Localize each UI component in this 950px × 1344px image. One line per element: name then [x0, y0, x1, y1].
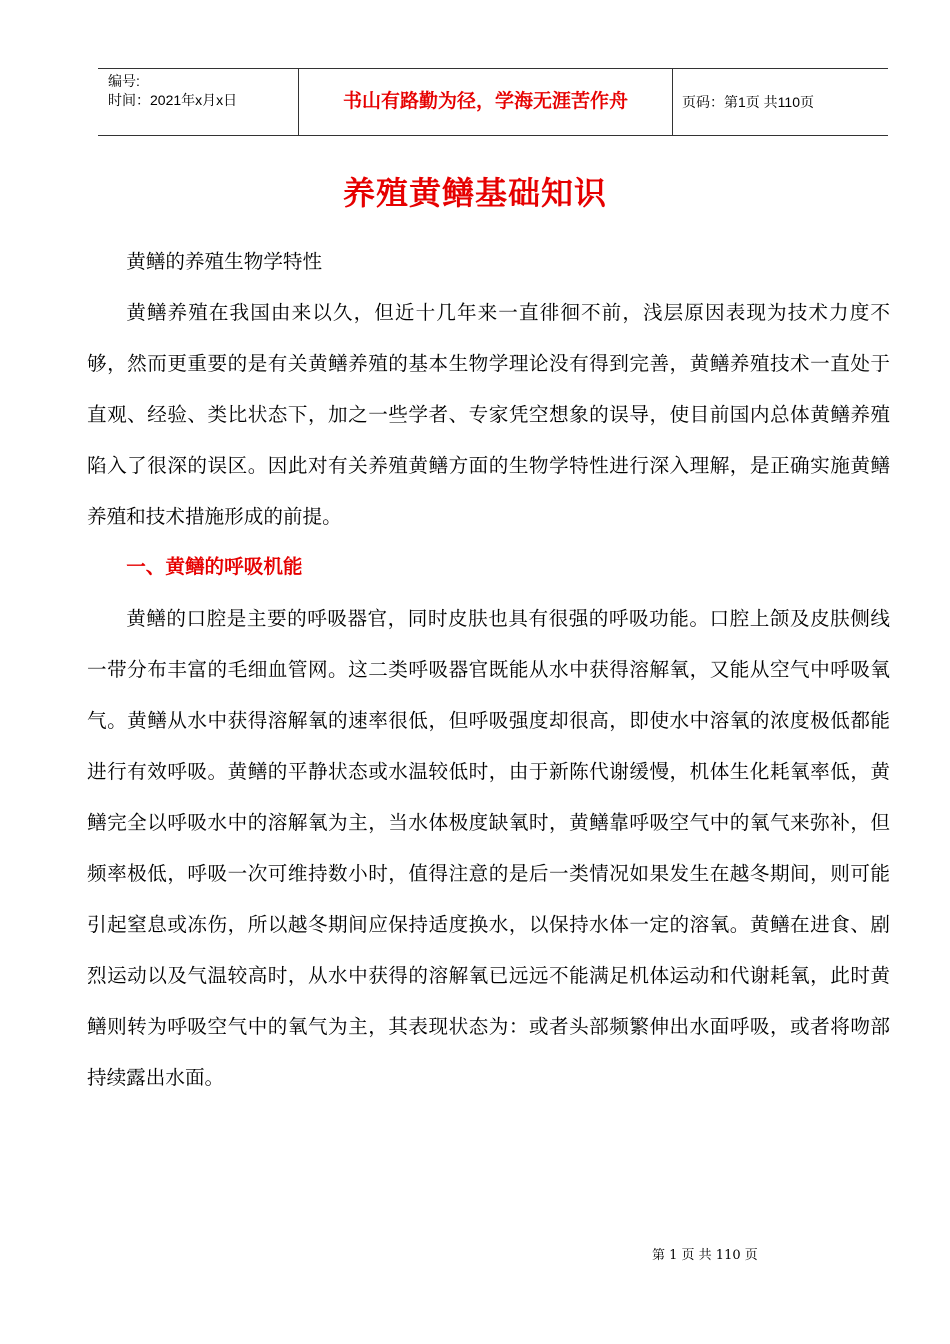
- intro-paragraph: 黄鳝养殖在我国由来以久，但近十几年来一直徘徊不前，浅层原因表现为技术力度不够，然而更重要的是有关黄鳝养殖的基本生物学理论没有得到完善，黄鳝养殖技术一直处于直观、经验、类比状态下，加之一些学者、专家凭空想象的误导，使目前国内总体黄鳝养殖陷入了很深的误区。因此对有关养殖黄鳝方面的生物学特性进行深入理解，是正确实施黄鳝养殖和技术措施形成的前提。: [87, 301, 890, 528]
- header-motto: 书山有路勤为径，学海无涯苦作舟: [299, 69, 673, 135]
- document-time-label: 时间：2021年x月x日: [108, 92, 238, 108]
- header-page-info: 页码：第1页 共110页: [682, 94, 814, 110]
- document-title: 养殖黄鳝基础知识: [342, 175, 607, 211]
- section-body-respiration: 黄鳝的口腔是主要的呼吸器官，同时皮肤也具有很强的呼吸功能。口腔上颌及皮肤侧线一带分布丰富的毛细血管网。这二类呼吸器官既能从水中获得溶解氧，又能从空气中呼吸氧气。黄鳝从水中获得溶解氧的速率很低，但呼吸强度却很高，即使水中溶氧的浓度极低都能进行有效呼吸。黄鳝的平静状态或水温较低时，由于新陈代谢缓慢，机体生化耗氧率低，黄鳝完全以呼吸水中的溶解氧为主，当水体极度缺氧时，黄鳝靠呼吸空气中的氧气来弥补，但频率极低，呼吸一次可维持数小时，值得注意的是后一类情况如果发生在越冬期间，则可能引起窒息或冻伤，所以越冬期间应保持适度换水，以保持水体一定的溶氧。黄鳝在进食、剧烈运动以及气温较高时，从水中获得的溶解氧已远远不能满足机体运动和代谢耗氧，此时黄鳝则转为呼吸空气中的氧气为主，其表现状态为：或者头部频繁伸出水面呼吸，或者将吻部持续露出水面。: [87, 607, 890, 1089]
- page-footer: 第 1 页 共 110 页: [652, 1248, 758, 1263]
- document-number-label: 编号:: [108, 73, 140, 89]
- document-subtitle: 黄鳝的养殖生物学特性: [126, 250, 323, 273]
- document-body: [87, 236, 890, 1103]
- page-header: [98, 68, 888, 136]
- header-meta-cell: [98, 69, 299, 135]
- section-heading-respiration: 一、黄鳝的呼吸机能: [126, 556, 303, 578]
